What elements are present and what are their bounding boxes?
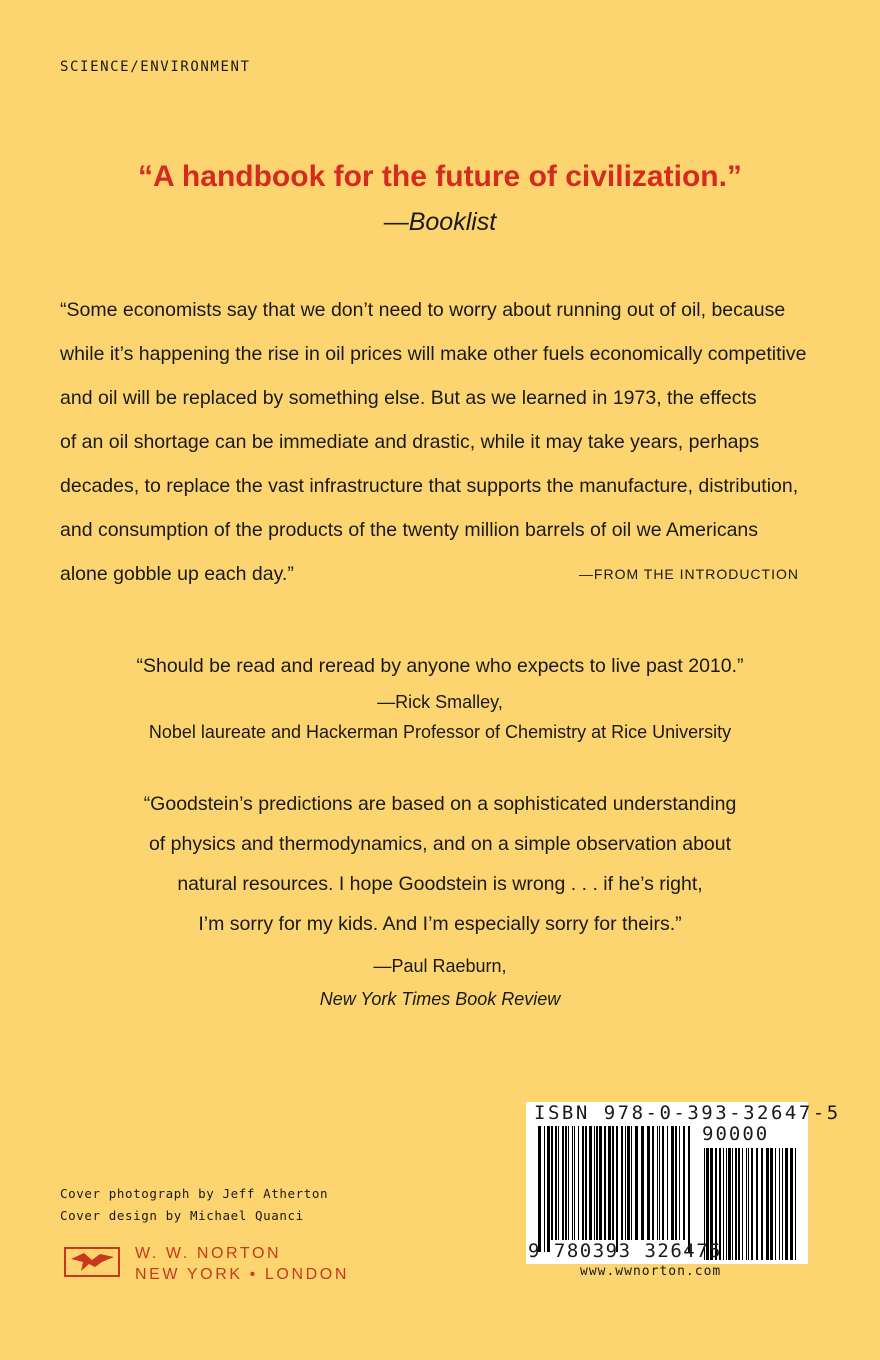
barcode-bar: [547, 1126, 550, 1252]
intro-line: and oil will be replaced by something else. But as we learned in 1973, the effects: [60, 387, 757, 409]
smalley-affiliation: Nobel laureate and Hackerman Professor of Chemistry at Rice University: [148, 722, 732, 742]
barcode-bar: [565, 1126, 567, 1240]
intro-line: and consumption of the products of the twenty million barrels of oil we Americans: [60, 519, 759, 541]
barcode-bar: [612, 1126, 614, 1240]
barcode-bar: [748, 1148, 749, 1260]
barcode-bar: [795, 1148, 796, 1260]
barcode-bar: [775, 1148, 776, 1260]
barcode-bar: [578, 1126, 579, 1240]
barcode-bar: [779, 1148, 780, 1260]
photo-credit: Cover photograph by Jeff Atherton: [60, 1186, 329, 1201]
barcode-bar: [770, 1148, 773, 1260]
barcode-bar: [746, 1148, 747, 1260]
barcode-bar: [544, 1126, 545, 1252]
barcode-bar: [761, 1148, 763, 1260]
barcode-bar: [732, 1148, 733, 1260]
barcode-bar: [688, 1126, 690, 1252]
barcode-bar: [683, 1126, 685, 1240]
barcode-bar: [585, 1126, 587, 1240]
intro-line: decades, to replace the vast infrastructure that supports the manufacture, distribution,: [60, 475, 799, 497]
intro-line: alone gobble up each day.”: [60, 563, 294, 585]
barcode-bar: [604, 1126, 606, 1240]
raeburn-quote-line: natural resources. I hope Goodstein is wrong . . . if he’s right,: [177, 873, 703, 895]
barcode-bar: [555, 1126, 557, 1240]
intro-line: “Some economists say that we don’t need to worry about running out of oil, because: [60, 299, 786, 321]
barcode-bar: [627, 1126, 630, 1240]
barcode-bar: [728, 1148, 731, 1260]
intro-line: while it’s happening the rise in oil prices will make other fuels economically competitive: [60, 343, 807, 365]
raeburn-quote: [0, 784, 880, 944]
barcode-bar: [589, 1126, 592, 1240]
category-label: SCIENCE/ENVIRONMENT: [60, 59, 251, 75]
barcode-bar: [782, 1148, 783, 1260]
barcode-bar: [785, 1148, 788, 1260]
barcode-bar: [766, 1148, 769, 1260]
seagull-colophon-icon: [62, 1245, 122, 1284]
barcode-bar: [558, 1126, 559, 1240]
barcode-bar: [582, 1126, 584, 1240]
raeburn-publication: New York Times Book Review: [319, 989, 561, 1009]
intro-excerpt: [60, 288, 820, 596]
price-code: 90000: [702, 1123, 770, 1145]
publisher-cities: NEW YORK • LONDON: [135, 1266, 349, 1283]
intro-source: —FROM THE INTRODUCTION: [578, 566, 799, 582]
design-credit: Cover design by Michael Quanci: [60, 1208, 304, 1223]
barcode-bar: [538, 1126, 541, 1252]
raeburn-author: —Paul Raeburn,: [373, 956, 507, 976]
barcode-bar: [735, 1148, 737, 1260]
barcode-bar: [572, 1126, 573, 1240]
ean-digits: 9 780393 326475: [528, 1240, 723, 1262]
raeburn-quote-line: “Goodstein’s predictions are based on a sophisticated understanding: [143, 793, 737, 815]
barcode-bar: [647, 1126, 650, 1240]
barcode-bar: [562, 1126, 564, 1240]
barcode-bar: [641, 1126, 644, 1240]
barcode-bar: [675, 1126, 677, 1240]
barcode-bar: [574, 1126, 575, 1240]
barcode-bar: [635, 1126, 638, 1240]
barcode-bar: [616, 1126, 618, 1252]
barcode-bar: [551, 1126, 553, 1240]
barcode-bar: [790, 1148, 793, 1260]
barcode-bar: [738, 1148, 740, 1260]
publisher-name: W. W. NORTON: [135, 1245, 282, 1262]
barcode-bar: [625, 1126, 626, 1240]
publisher-imprint: [135, 1243, 349, 1285]
barcode-bar: [742, 1148, 743, 1260]
barcode-bar: [652, 1126, 654, 1240]
barcode-bar: [608, 1126, 611, 1240]
smalley-author: —Rick Smalley,: [377, 692, 503, 712]
barcode-bar: [751, 1148, 753, 1260]
barcode-bar: [568, 1126, 569, 1240]
publisher-website: www.wwnorton.com: [580, 1264, 722, 1279]
barcode-bar: [726, 1148, 727, 1260]
headline-source: —Booklist: [383, 208, 497, 236]
cover-credits: [60, 1183, 328, 1227]
barcode-bar: [659, 1126, 660, 1240]
barcode-bar: [657, 1126, 658, 1240]
intro-line: of an oil shortage can be immediate and drastic, while it may take years, perhaps: [60, 431, 760, 453]
isbn-number: ISBN 978-0-393-32647-5: [534, 1102, 841, 1124]
barcode-bar: [621, 1126, 623, 1240]
barcode-bar: [679, 1126, 680, 1240]
barcode-bar: [662, 1126, 664, 1240]
barcode-bar: [667, 1126, 668, 1240]
barcode-bar: [631, 1126, 632, 1240]
smalley-quote: “Should be read and reread by anyone who expects to live past 2010.”: [136, 655, 744, 677]
raeburn-quote-line: I’m sorry for my kids. And I’m especially sorry for theirs.”: [198, 913, 682, 935]
headline-quote: “A handbook for the future of civilization.”: [138, 160, 742, 193]
isbn-barcode: [526, 1102, 841, 1264]
barcode-bar: [594, 1126, 595, 1240]
barcode-bar: [671, 1126, 674, 1240]
barcode-bar: [599, 1126, 602, 1240]
raeburn-quote-line: of physics and thermodynamics, and on a simple observation about: [148, 833, 732, 855]
barcode-bar: [756, 1148, 758, 1260]
barcode-bar: [723, 1148, 724, 1260]
barcode-bar: [596, 1126, 598, 1240]
